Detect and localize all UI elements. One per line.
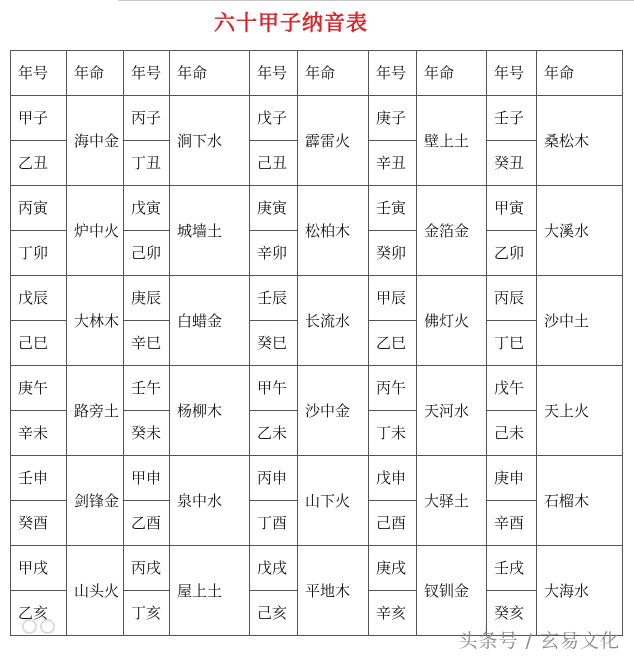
nayin-cell: 山头火	[67, 546, 124, 636]
nayin-cell: 城墙土	[170, 186, 250, 276]
year-cell: 癸未	[124, 411, 170, 456]
nayin-cell: 沙中金	[298, 366, 369, 456]
year-cell: 壬辰	[250, 276, 298, 321]
nayin-cell: 炉中火	[67, 186, 124, 276]
table-row	[11, 96, 623, 141]
year-cell: 辛未	[11, 411, 67, 456]
year-cell: 己未	[487, 411, 537, 456]
year-cell: 乙巳	[369, 321, 417, 366]
nayin-cell: 沙中土	[537, 276, 623, 366]
watermark-text: 头条号 / 玄易文化	[458, 630, 620, 652]
year-cell: 甲戌	[11, 546, 67, 591]
year-cell: 己巳	[11, 321, 67, 366]
year-cell: 乙丑	[11, 141, 67, 186]
header-year: 年号	[124, 51, 170, 96]
header-year: 年号	[11, 51, 67, 96]
year-cell: 丙寅	[11, 186, 67, 231]
year-cell: 乙未	[250, 411, 298, 456]
year-cell: 己亥	[250, 591, 298, 636]
nayin-cell: 屋上土	[170, 546, 250, 636]
nayin-cell: 路旁土	[67, 366, 124, 456]
nayin-cell: 山下火	[298, 456, 369, 546]
year-cell: 壬戌	[487, 546, 537, 591]
year-cell: 庚申	[487, 456, 537, 501]
year-cell: 丙子	[124, 96, 170, 141]
year-cell: 戊子	[250, 96, 298, 141]
nayin-cell: 大溪水	[537, 186, 623, 276]
header-nayin: 年命	[417, 51, 487, 96]
header-nayin: 年命	[67, 51, 124, 96]
year-cell: 乙卯	[487, 231, 537, 276]
year-cell: 丁酉	[250, 501, 298, 546]
nayin-cell: 松柏木	[298, 186, 369, 276]
nayin-cell: 石榴木	[537, 456, 623, 546]
nayin-cell: 海中金	[67, 96, 124, 186]
nayin-cell: 壁上土	[417, 96, 487, 186]
year-cell: 乙酉	[124, 501, 170, 546]
nayin-cell: 长流水	[298, 276, 369, 366]
year-cell: 丙戌	[124, 546, 170, 591]
nayin-cell: 钗钏金	[417, 546, 487, 636]
year-cell: 壬子	[487, 96, 537, 141]
nayin-cell: 天上火	[537, 366, 623, 456]
nayin-cell: 金箔金	[417, 186, 487, 276]
year-cell: 甲子	[11, 96, 67, 141]
table-row	[11, 276, 623, 321]
table-row	[11, 456, 623, 501]
nayin-cell: 霹雷火	[298, 96, 369, 186]
year-cell: 壬寅	[369, 186, 417, 231]
year-cell: 辛亥	[369, 591, 417, 636]
table-row	[11, 546, 623, 591]
year-cell: 庚午	[11, 366, 67, 411]
nayin-cell: 大林木	[67, 276, 124, 366]
header-year: 年号	[487, 51, 537, 96]
year-cell: 癸丑	[487, 141, 537, 186]
year-cell: 庚戌	[369, 546, 417, 591]
year-cell: 庚辰	[124, 276, 170, 321]
nayin-cell: 天河水	[417, 366, 487, 456]
header-nayin: 年命	[298, 51, 369, 96]
year-cell: 庚子	[369, 96, 417, 141]
nayin-cell: 白蜡金	[170, 276, 250, 366]
year-cell: 丙辰	[487, 276, 537, 321]
year-cell: 丁巳	[487, 321, 537, 366]
nayin-cell: 泉中水	[170, 456, 250, 546]
year-cell: 甲午	[250, 366, 298, 411]
year-cell: 己丑	[250, 141, 298, 186]
year-cell: 壬午	[124, 366, 170, 411]
table-row	[11, 186, 623, 231]
year-cell: 甲申	[124, 456, 170, 501]
year-cell: 己酉	[369, 501, 417, 546]
year-cell: 丙午	[369, 366, 417, 411]
header-nayin: 年命	[170, 51, 250, 96]
header-year: 年号	[250, 51, 298, 96]
year-cell: 戊辰	[11, 276, 67, 321]
nayin-cell: 杨柳木	[170, 366, 250, 456]
year-cell: 辛巳	[124, 321, 170, 366]
header-nayin: 年命	[537, 51, 623, 96]
nayin-cell: 大海水	[537, 546, 623, 636]
year-cell: 丁卯	[11, 231, 67, 276]
year-cell: 丁亥	[124, 591, 170, 636]
year-cell: 丁丑	[124, 141, 170, 186]
nayin-cell: 平地木	[298, 546, 369, 636]
nayin-cell: 涧下水	[170, 96, 250, 186]
table-row	[11, 366, 623, 411]
year-cell: 己卯	[124, 231, 170, 276]
year-cell: 癸酉	[11, 501, 67, 546]
year-cell: 癸巳	[250, 321, 298, 366]
year-cell: 辛丑	[369, 141, 417, 186]
year-cell: 辛酉	[487, 501, 537, 546]
year-cell: 庚寅	[250, 186, 298, 231]
nayin-cell: 大驿土	[417, 456, 487, 546]
year-cell: 戊寅	[124, 186, 170, 231]
year-cell: 丁未	[369, 411, 417, 456]
year-cell: 甲辰	[369, 276, 417, 321]
nayin-cell: 桑松木	[537, 96, 623, 186]
year-cell: 甲寅	[487, 186, 537, 231]
top-divider	[118, 0, 634, 1]
year-cell: 丙申	[250, 456, 298, 501]
year-cell: 戊申	[369, 456, 417, 501]
header-year: 年号	[369, 51, 417, 96]
year-cell: 壬申	[11, 456, 67, 501]
year-cell: 戊戌	[250, 546, 298, 591]
faded-logo-icon	[22, 619, 66, 637]
year-cell: 癸亥	[487, 591, 537, 636]
nayin-cell: 佛灯火	[417, 276, 487, 366]
year-cell: 乙亥	[11, 591, 67, 636]
year-cell: 癸卯	[369, 231, 417, 276]
header-row	[11, 51, 623, 96]
page-title: 六十甲子纳音表	[214, 10, 368, 35]
year-cell: 辛卯	[250, 231, 298, 276]
year-cell: 戊午	[487, 366, 537, 411]
nayin-cell: 剑锋金	[67, 456, 124, 546]
nayin-table	[10, 50, 623, 636]
